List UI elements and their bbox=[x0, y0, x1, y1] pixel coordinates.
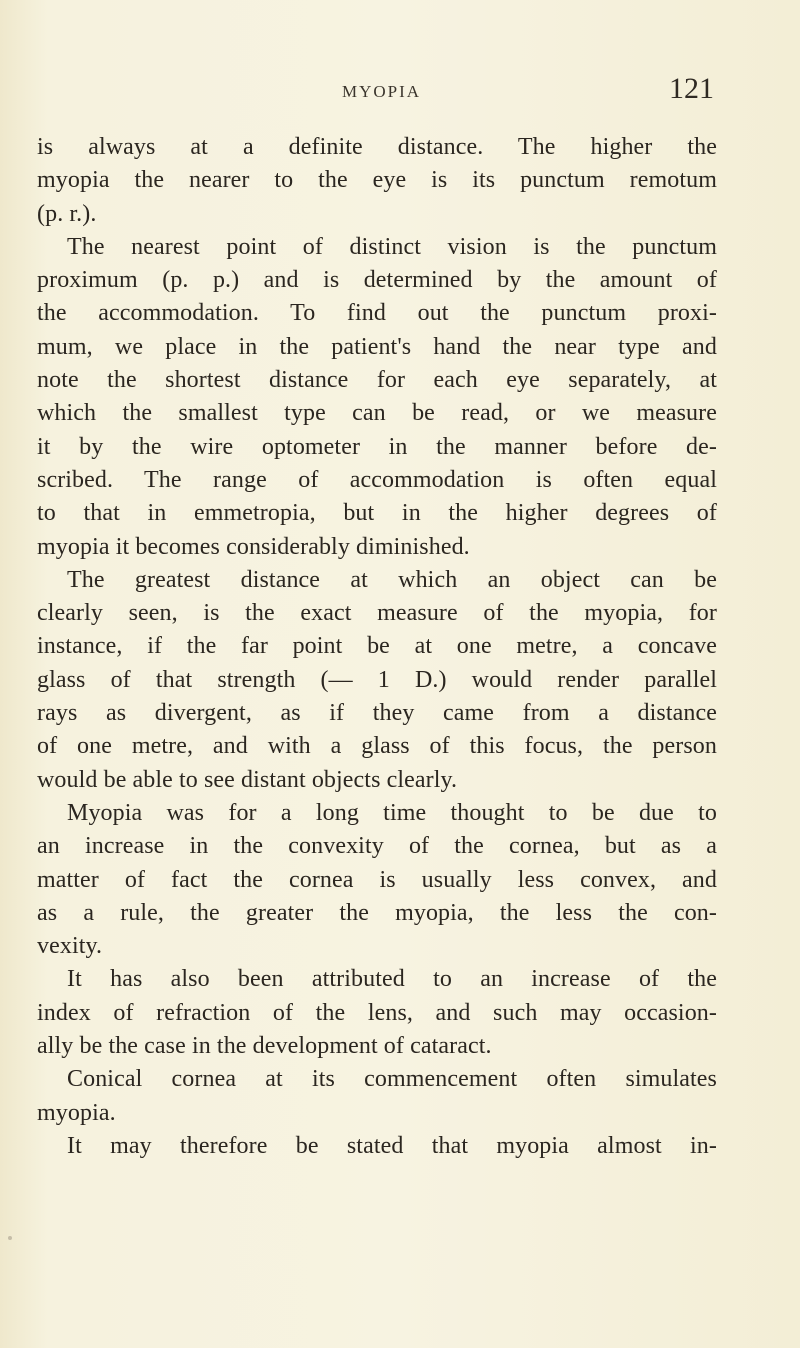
text-line: ally be the case in the development of cataract. bbox=[37, 1033, 492, 1060]
text-line: would be able to see distant objects clearly. bbox=[37, 766, 458, 793]
paragraph-first-line: Myopia was for a long time thought to be due to bbox=[67, 799, 717, 826]
paragraph-first-line: Conical cornea at its commencement often simulates bbox=[67, 1066, 717, 1093]
text-line: mum, we place in the patient's hand the near type and bbox=[37, 333, 717, 360]
text-line: myopia it becomes considerably diminished. bbox=[37, 533, 470, 560]
text-line: index of refraction of the lens, and such may occasion- bbox=[37, 999, 717, 1026]
text-line: it by the wire optometer in the manner before de- bbox=[37, 433, 717, 460]
body-text bbox=[37, 131, 717, 1163]
paper-speck bbox=[8, 1236, 12, 1240]
text-line: is always at a definite distance. The higher the bbox=[37, 134, 717, 160]
text-line: vexity. bbox=[37, 933, 103, 960]
paragraph-first-line: The greatest distance at which an object can be bbox=[67, 566, 717, 593]
text-line: as a rule, the greater the myopia, the less the con- bbox=[37, 899, 717, 926]
text-line: myopia the nearer to the eye is its punctum remotum bbox=[37, 167, 717, 194]
text-line: of one metre, and with a glass of this focus, the person bbox=[37, 733, 717, 760]
paragraph-first-line: It has also been attributed to an increase of the bbox=[67, 966, 717, 993]
running-head-title: MYOPIA bbox=[342, 82, 422, 101]
text-line: instance, if the far point be at one metre, a concave bbox=[37, 633, 717, 660]
running-head bbox=[0, 70, 800, 110]
text-line: rays as divergent, as if they came from a distance bbox=[37, 700, 717, 727]
text-line: scribed. The range of accommodation is often equal bbox=[37, 466, 717, 493]
text-line: myopia. bbox=[37, 1099, 116, 1126]
text-line: matter of fact the cornea is usually less convex, and bbox=[37, 866, 717, 893]
text-line: which the smallest type can be read, or we measure bbox=[37, 400, 717, 427]
text-line: clearly seen, is the exact measure of the myopia, for bbox=[37, 600, 717, 627]
text-line: glass of that strength (— 1 D.) would render parallel bbox=[37, 666, 717, 693]
text-line: to that in emmetropia, but in the higher degrees of bbox=[37, 500, 717, 527]
text-line: proximum (p. p.) and is determined by the amount of bbox=[37, 267, 717, 294]
text-line: (p. r.). bbox=[37, 200, 97, 227]
text-line: an increase in the convexity of the cornea, but as a bbox=[37, 833, 717, 860]
page-number: 121 bbox=[669, 72, 714, 105]
paragraph-first-line: The nearest point of distinct vision is the punctum bbox=[67, 233, 717, 260]
text-line: note the shortest distance for each eye separately, at bbox=[37, 367, 717, 394]
text-line: the accommodation. To find out the punctum proxi- bbox=[37, 300, 717, 327]
paragraph-first-line: It may therefore be stated that myopia almost in- bbox=[67, 1132, 717, 1159]
